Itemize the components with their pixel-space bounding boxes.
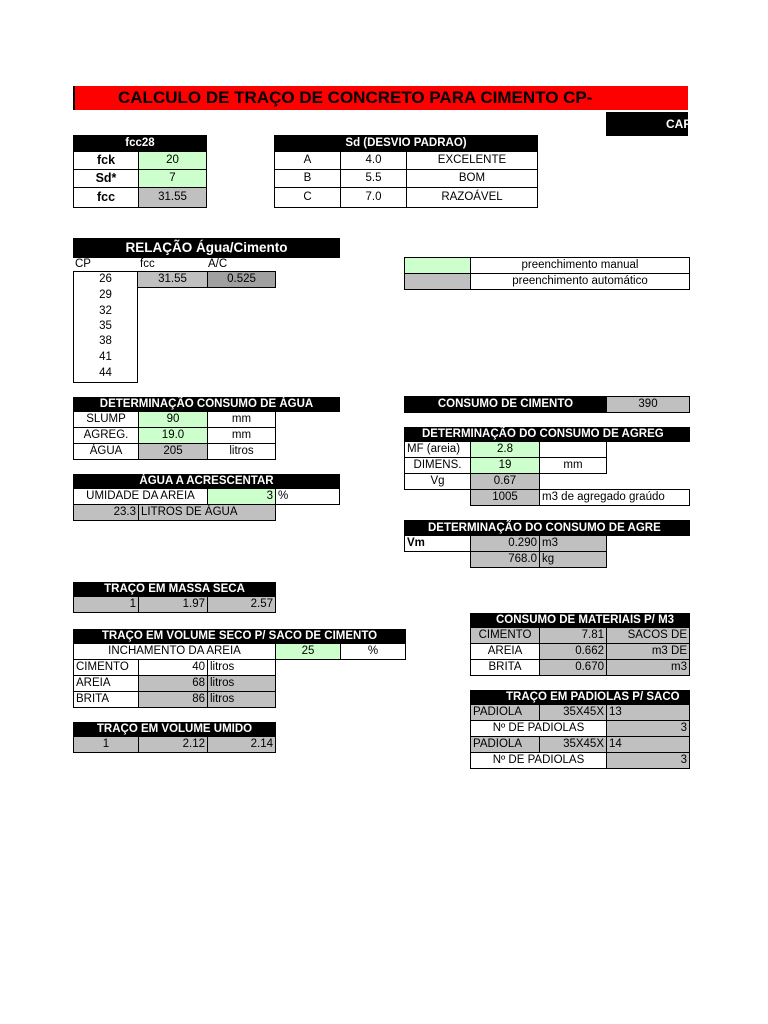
consumo-areia-value: 0.662: [539, 643, 607, 660]
fck-input[interactable]: 20: [138, 151, 207, 170]
relacao-fcc-value: 31.55: [137, 271, 208, 288]
mf-label: MF (areia): [404, 441, 471, 458]
legend-auto-swatch: [404, 273, 471, 290]
relacao-ac-value: 0.525: [207, 271, 276, 288]
padiola-1-label: PADIOLA: [470, 704, 540, 721]
vg-value: 0.67: [470, 473, 540, 490]
umidade-label: UMIDADE DA AREIA: [73, 488, 208, 505]
vg-label: Vg: [404, 473, 471, 490]
mf-input[interactable]: 2.8: [470, 441, 540, 458]
page-title: CALCULO DE TRAÇO DE CONCRETO PARA CIMENTO CP-: [118, 88, 593, 107]
fcc28-header: fcc28: [73, 135, 207, 151]
consumo-cimento-value: 7.81: [539, 627, 607, 644]
massa-seca-brita: 2.57: [207, 596, 276, 613]
fcc-value: 31.55: [138, 187, 207, 208]
cp-value: 44: [99, 367, 112, 379]
fck-label: fck: [73, 151, 139, 170]
volume-brita-unit: litros: [207, 691, 276, 708]
sd-label: Sd*: [73, 169, 139, 188]
agua-acrescentar-header: ÁGUA A ACRESCENTAR: [73, 474, 340, 489]
vm-unit: m3: [539, 535, 607, 552]
padiolas-header-text: TRAÇO EM PADIOLAS P/ SACO: [506, 691, 680, 703]
sd-row-a-desc: EXCELENTE: [406, 151, 538, 170]
cp-value: 41: [99, 351, 112, 363]
cp-value: 32: [99, 305, 112, 317]
litros-agua-value: 23.3: [73, 504, 139, 521]
agreg-miudo-header-text: DETERMINAÇÃO DO CONSUMO DE AGRE: [428, 522, 661, 534]
relacao-col-cp: CP: [75, 258, 91, 270]
sd-row-b-code: B: [274, 169, 341, 188]
volume-brita-label: BRITA: [73, 691, 139, 708]
legend-manual-swatch: [404, 257, 471, 274]
agreg-grauda-header-text: DETERMINAÇÃO DO CONSUMO DE AGREG: [422, 428, 664, 440]
agua-label: ÁGUA: [73, 443, 139, 460]
title-badge: [606, 112, 692, 136]
title-badge-text: CAR: [666, 117, 692, 131]
vm-value: 0.290: [470, 535, 540, 552]
mf-empty: [539, 441, 607, 458]
relacao-col-fcc: fcc: [140, 258, 155, 270]
padiola-1-value: 35X45X: [539, 704, 607, 721]
n-padiolas-2-value: 3: [606, 752, 690, 769]
umidade-unit: %: [275, 488, 340, 505]
agreg-grauda-header: [404, 427, 690, 442]
volume-areia-label: AREIA: [73, 675, 139, 692]
volume-cimento-value: 40: [138, 659, 208, 676]
volume-cimento-unit: litros: [207, 659, 276, 676]
consumo-materiais-header: [470, 613, 690, 628]
umidade-input[interactable]: 3: [207, 488, 276, 505]
padiola-2-value: 35X45X: [539, 736, 607, 753]
consumo-areia-unit: m3 DE: [606, 643, 690, 660]
padiolas-header: [470, 690, 690, 705]
grauda-result-unit: m3 de agregado graúdo: [539, 489, 690, 506]
relacao-header: RELAÇÃO Água/Cimento: [73, 238, 340, 258]
volume-cimento-label: CIMENTO: [73, 659, 139, 676]
padiola-1-extra: 13: [606, 704, 690, 721]
n-padiolas-1-label: Nº DE PADIOLAS: [470, 720, 607, 737]
volume-areia-value: 68: [138, 675, 208, 692]
agua-header: DETERMINAÇÃO CONSUMO DE ÁGUA: [73, 397, 340, 412]
consumo-brita-value: 0.670: [539, 659, 607, 676]
slump-input[interactable]: 90: [138, 411, 208, 428]
volume-seco-header: TRAÇO EM VOLUME SECO P/ SACO DE CIMENTO: [73, 629, 406, 644]
agua-value: 205: [138, 443, 208, 460]
kg-unit: kg: [539, 551, 607, 568]
sd-row-b-desc: BOM: [406, 169, 538, 188]
agreg-input[interactable]: 19.0: [138, 427, 208, 444]
n-padiolas-2-label: Nº DE PADIOLAS: [470, 752, 607, 769]
agreg-miudo-header: [404, 520, 690, 536]
consumo-brita-unit: m3: [606, 659, 690, 676]
kg-value: 768.0: [470, 551, 540, 568]
agua-unit: litros: [207, 443, 276, 460]
massa-seca-areia: 1.97: [138, 596, 208, 613]
cp-value: 38: [99, 335, 112, 347]
massa-seca-header: TRAÇO EM MASSA SECA: [73, 582, 276, 597]
volume-areia-unit: litros: [207, 675, 276, 692]
padiola-2-extra: 14: [606, 736, 690, 753]
volume-brita-value: 86: [138, 691, 208, 708]
relacao-col-ac: A/C: [208, 258, 228, 270]
sd-table-header: Sd (DESVIO PADRAO): [274, 135, 538, 151]
sd-row-b-value: 5.5: [340, 169, 407, 188]
inchamento-input[interactable]: 25: [275, 643, 341, 660]
inchamento-unit: %: [340, 643, 406, 660]
volume-umido-brita: 2.14: [207, 736, 276, 753]
massa-seca-cimento: 1: [73, 596, 139, 613]
padiola-2-label: PADIOLA: [470, 736, 540, 753]
sd-row-a-code: A: [274, 151, 341, 170]
sd-input[interactable]: 7: [138, 169, 207, 188]
consumo-cimento-unit: SACOS DE: [606, 627, 690, 644]
sd-row-a-value: 4.0: [340, 151, 407, 170]
dimens-label: DIMENS.: [404, 457, 471, 474]
sd-row-c-desc: RAZOÁVEL: [406, 187, 538, 208]
cimento-value: 390: [606, 396, 690, 413]
sd-row-c-code: C: [274, 187, 341, 208]
consumo-areia-label: AREIA: [470, 643, 540, 660]
dimens-input[interactable]: 19: [470, 457, 540, 474]
slump-unit: mm: [207, 411, 276, 428]
dimens-unit: mm: [539, 457, 607, 474]
consumo-brita-label: BRITA: [470, 659, 540, 676]
cp-value: 29: [99, 289, 112, 301]
legend-auto-label: preenchimento automático: [470, 273, 690, 290]
inchamento-label: INCHAMENTO DA AREIA: [73, 643, 276, 660]
sd-row-c-value: 7.0: [340, 187, 407, 208]
consumo-materiais-header-text: CONSUMO DE MATERIAIS P/ M3: [496, 614, 675, 626]
agreg-label: AGREG.: [73, 427, 139, 444]
grauda-result-value: 1005: [470, 489, 540, 506]
volume-umido-cimento: 1: [73, 736, 139, 753]
title-left-border: [73, 86, 75, 110]
cp-value: 26: [99, 273, 112, 285]
agreg-unit: mm: [207, 427, 276, 444]
n-padiolas-1-value: 3: [606, 720, 690, 737]
volume-umido-areia: 2.12: [138, 736, 208, 753]
cp-value: 35: [99, 320, 112, 332]
fcc-label: fcc: [73, 187, 139, 208]
volume-umido-header: TRAÇO EM VOLUME UMIDO: [73, 722, 276, 737]
cimento-label: CONSUMO DE CIMENTO: [404, 396, 607, 413]
litros-agua-label: LITROS DE ÁGUA: [138, 504, 276, 521]
consumo-cimento-label: CIMENTO: [470, 627, 540, 644]
slump-label: SLUMP: [73, 411, 139, 428]
legend-manual-label: preenchimento manual: [470, 257, 690, 274]
vm-label: Vm: [404, 535, 471, 552]
